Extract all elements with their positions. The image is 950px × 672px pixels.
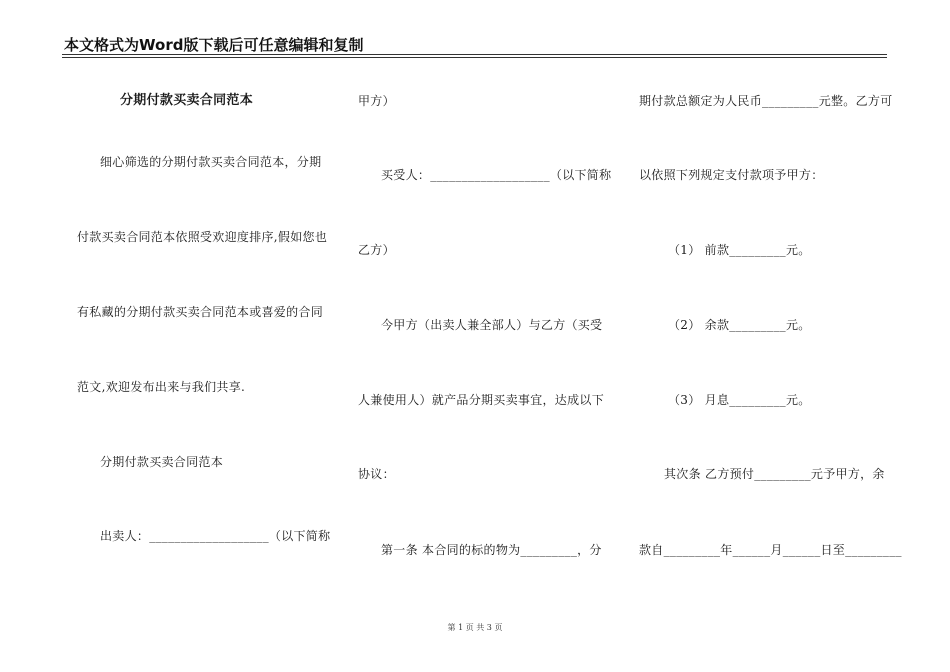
article-2-line: 其次条 乙方预付_________元予甲方，余 <box>664 467 885 481</box>
intro-line-1: 细心筛选的分期付款买卖合同范本，分期 <box>100 155 322 169</box>
installment-dates-line: 款自_________年______月______日至_________ <box>639 543 902 557</box>
page-number: 第 1 页 共 3 页 <box>447 623 503 632</box>
contract-title: 分期付款买卖合同范本 <box>120 93 254 108</box>
agreement-line-3: 协议： <box>358 467 395 481</box>
party-a-suffix: 甲方） <box>358 94 395 108</box>
agreement-line-1: 今甲方（出卖人兼全部人）与乙方（买受 <box>381 318 603 332</box>
down-payment-line: （1） 前款_________元。 <box>668 243 811 257</box>
payment-terms-line: 以依照下列规定支付款项予甲方： <box>639 168 824 182</box>
buyer-line: 买受人：___________________（以下简称 <box>381 168 612 182</box>
balance-line: （2） 余款_________元。 <box>668 318 811 332</box>
intro-line-2: 付款买卖合同范本依照受欢迎度排序,假如您也 <box>77 230 328 244</box>
header-rule-bottom <box>62 57 887 58</box>
party-b-suffix: 乙方） <box>358 243 395 257</box>
section-heading: 分期付款买卖合同范本 <box>100 455 224 469</box>
intro-line-4: 范文,欢迎发布出来与我们共享. <box>77 380 246 394</box>
header-rule-top <box>62 54 887 55</box>
agreement-line-2: 人兼使用人）就产品分期买卖事宜，达成以下 <box>358 393 605 407</box>
document-header: 本文格式为Word版下载后可任意编辑和复制 <box>64 36 364 54</box>
seller-line: 出卖人：___________________（以下简称 <box>100 529 331 543</box>
total-amount-line: 期付款总额定为人民币_________元整。乙方可 <box>639 94 893 108</box>
intro-line-3: 有私藏的分期付款买卖合同范本或喜爱的合同 <box>77 305 324 319</box>
article-1-line: 第一条 本合同的标的物为_________，分 <box>381 543 602 557</box>
monthly-interest-line: （3） 月息_________元。 <box>668 393 811 407</box>
